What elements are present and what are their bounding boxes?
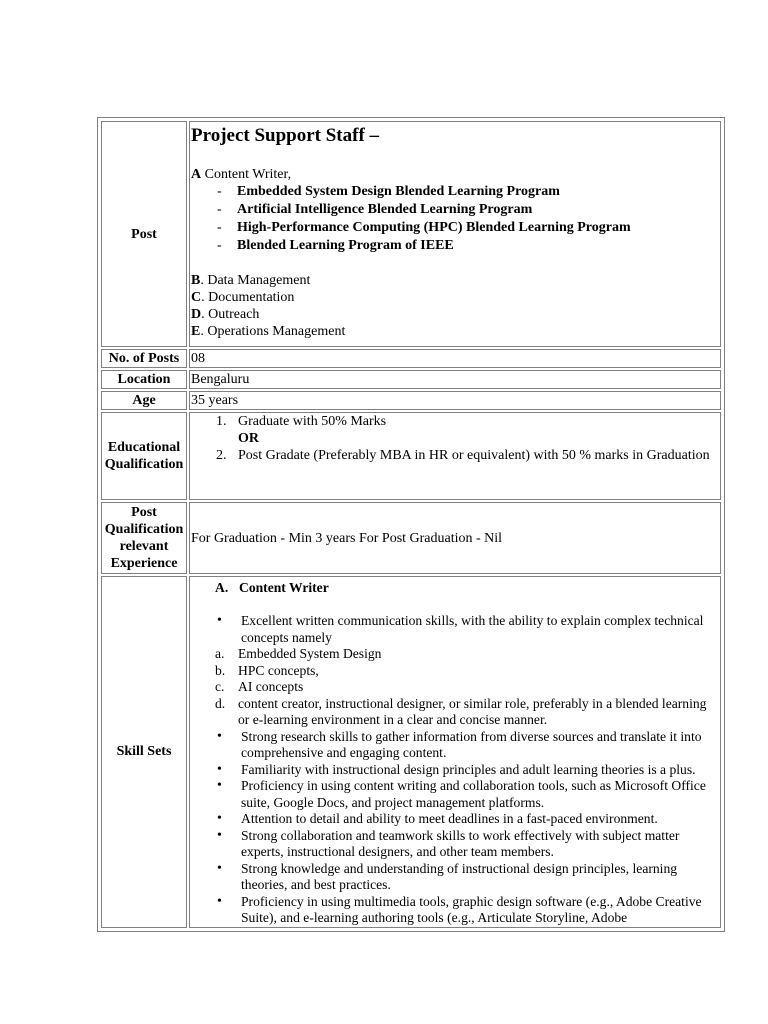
role-line: [191, 289, 719, 306]
skills-heading: [191, 579, 719, 596]
role-letter: C: [191, 290, 202, 305]
education-label-line: Qualification: [104, 457, 184, 472]
role-letter: B: [191, 273, 201, 288]
location-label: Location: [101, 370, 187, 389]
job-details-table: [97, 117, 725, 932]
list-item: • Attention to detail and ability to meet deadlines in a fast-paced environment.: [191, 811, 719, 828]
role-line: [191, 272, 719, 289]
list-item-text: Embedded System Design: [238, 646, 382, 661]
skills-row: [101, 576, 721, 928]
list-item: • Proficiency in using multimedia tools, graphic design software (e.g., Adobe Creative Suite), and e-learning authoring tools (e.g., Articulate Storyline, Adobe: [191, 894, 719, 927]
skills-label: Skill Sets: [101, 576, 187, 928]
program-item: - Embedded System Design Blended Learning Program: [211, 183, 719, 201]
experience-label: [101, 502, 187, 574]
list-item: [191, 413, 719, 430]
education-label-line: Educational: [107, 440, 181, 455]
age-row: [101, 391, 721, 410]
skills-heading-number: A.: [215, 580, 229, 595]
education-content: [189, 412, 721, 500]
skills-heading-text: Content Writer: [239, 580, 329, 595]
list-item: [191, 646, 719, 663]
list-item-text: Graduate with 50% Marks: [238, 414, 387, 429]
list-item: • Strong knowledge and understanding of instructional design principles, learning theories, and best practices.: [191, 861, 719, 894]
list-item: [191, 447, 719, 464]
list-item-text: HPC concepts,: [238, 662, 319, 678]
experience-label-line: Experience: [110, 556, 178, 571]
role-a-text: Content Writer,: [201, 167, 292, 182]
list-item-text: Post Gradate (Preferably MBA in HR or equivalent) with 50 % marks in Graduation: [238, 448, 710, 463]
education-list: [191, 413, 719, 464]
role-text: . Data Management: [200, 273, 311, 288]
list-item: • Strong collaboration and teamwork skills to work effectively with subject matter experts, instructional designers, and other team members.: [191, 828, 719, 861]
list-number: 2.: [216, 448, 227, 463]
role-letter: E: [191, 324, 201, 339]
posts-value: 08: [189, 349, 721, 368]
skills-content: [189, 576, 721, 928]
or-separator: OR: [238, 431, 259, 446]
experience-value: For Graduation - Min 3 years For Post Graduation - Nil: [189, 502, 721, 574]
location-value: Bengaluru: [189, 370, 721, 389]
age-value: 35 years: [189, 391, 721, 410]
posts-row: [101, 349, 721, 368]
role-text: . Outreach: [201, 307, 260, 322]
location-row: [101, 370, 721, 389]
list-number: a.: [215, 646, 225, 661]
role-text: . Documentation: [201, 290, 295, 305]
experience-row: [101, 502, 721, 574]
role-text: . Operations Management: [200, 324, 346, 339]
list-item: [191, 663, 719, 680]
list-item: • Familiarity with instructional design principles and adult learning theories is a plus.: [191, 762, 719, 779]
experience-label-line: Qualification: [104, 522, 184, 537]
list-item-text: AI concepts: [238, 679, 304, 694]
program-item: - Artificial Intelligence Blended Learning Program: [211, 201, 719, 219]
program-item: - High-Performance Computing (HPC) Blended Learning Program: [211, 219, 719, 237]
post-title: Project Support Staff –: [191, 125, 380, 146]
posts-label: No. of Posts: [101, 349, 187, 368]
list-item: • Strong research skills to gather information from diverse sources and translate it into comprehensive and engaging content.: [191, 729, 719, 762]
list-item-text: content creator, instructional designer, or similar role, preferably in a blended learning or e-learning environment in a clear and concise manner.: [238, 695, 707, 727]
role-letter: D: [191, 307, 202, 322]
education-label: [101, 412, 187, 500]
experience-label-line: Post: [131, 505, 157, 520]
role-letter-a: A: [191, 167, 202, 182]
list-item: • Proficiency in using content writing and collaboration tools, such as Microsoft Office suite, Google Docs, and project management platforms.: [191, 778, 719, 811]
program-item: - Blended Learning Program of IEEE: [211, 237, 719, 255]
role-line: [191, 323, 719, 340]
list-item: • Excellent written communication skills, with the ability to explain complex technical concepts namely: [191, 613, 719, 646]
list-item: [191, 679, 719, 696]
list-item: [191, 696, 719, 729]
post-label: Post: [101, 121, 187, 347]
role-line: [191, 306, 719, 323]
post-content: [189, 121, 721, 347]
age-label: Age: [101, 391, 187, 410]
education-row: [101, 412, 721, 500]
program-list: [211, 183, 719, 255]
list-number: 1.: [216, 414, 227, 429]
list-number: c.: [215, 679, 225, 694]
post-row: [101, 121, 721, 347]
content-writer-line: [191, 166, 719, 183]
experience-label-line: relevant: [119, 539, 169, 554]
list-number: d.: [215, 695, 226, 711]
list-number: b.: [215, 662, 226, 678]
